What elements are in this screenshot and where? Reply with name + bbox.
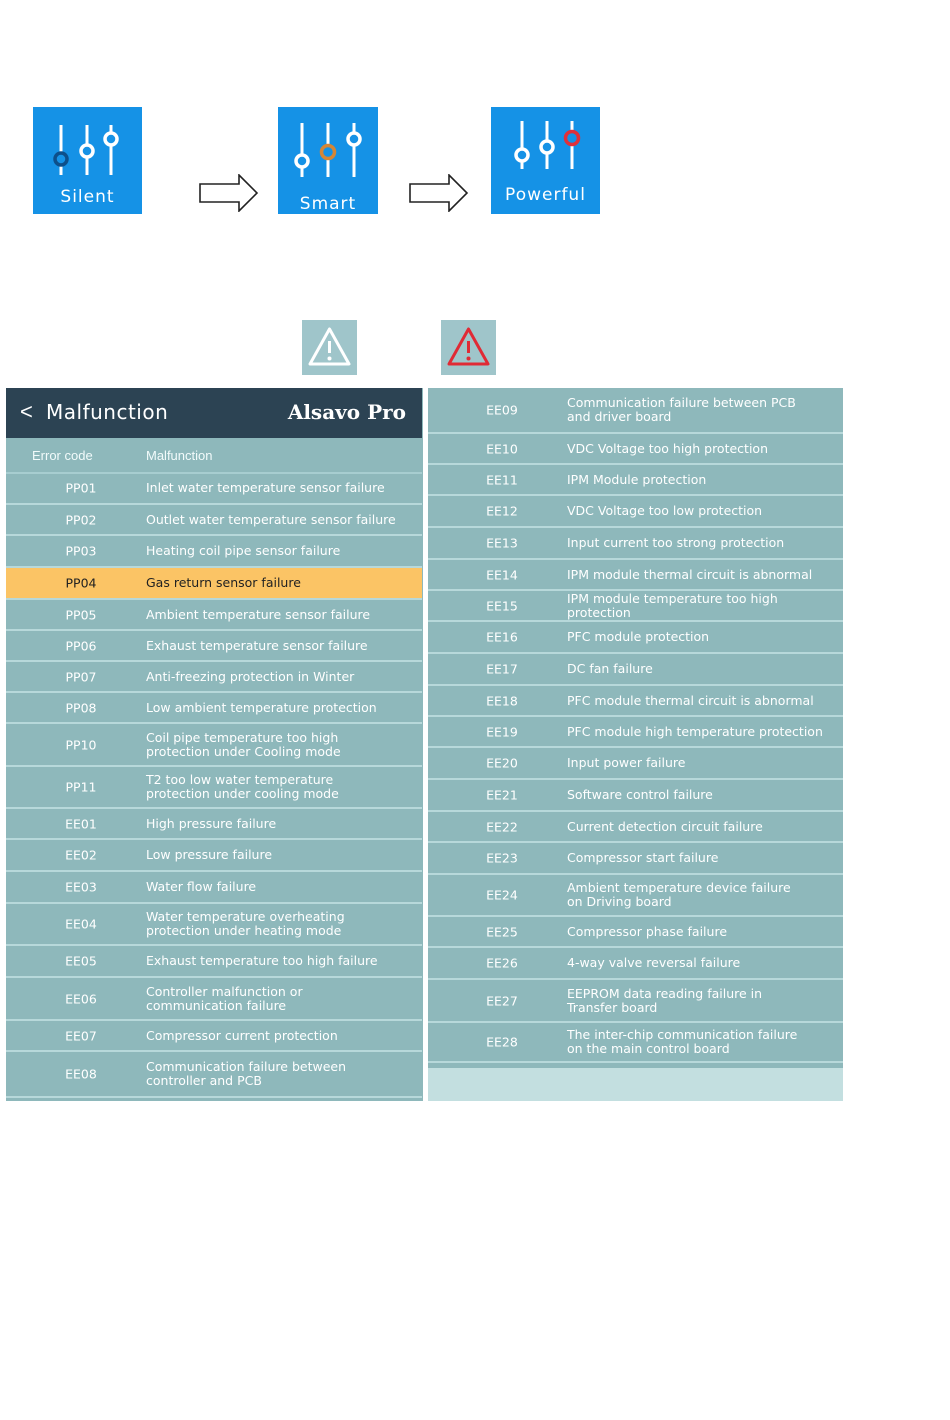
- table-row[interactable]: [6, 946, 422, 978]
- error-code: EE26: [486, 955, 518, 971]
- error-code: EE18: [486, 693, 518, 708]
- error-code: PP11: [65, 779, 97, 795]
- error-code: PP02: [65, 512, 97, 527]
- error-code: EE03: [65, 879, 97, 895]
- malfunction-description: DC fan failure: [567, 661, 653, 676]
- malfunction-description: IPM module temperature too high protection: [567, 590, 778, 620]
- malfunction-description: Low ambient temperature protection: [146, 699, 377, 715]
- error-code: PP01: [65, 480, 97, 496]
- table-row[interactable]: [428, 686, 843, 717]
- error-code: EE13: [486, 535, 518, 551]
- table-row[interactable]: [6, 693, 422, 724]
- table-row[interactable]: [6, 536, 422, 568]
- table-row[interactable]: [6, 978, 422, 1021]
- malfunction-description: VDC Voltage too high protection: [567, 440, 768, 456]
- malfunction-description: IPM module thermal circuit is abnormal: [567, 566, 813, 582]
- error-code: EE15: [486, 598, 518, 613]
- mode-label: Silent: [60, 187, 115, 207]
- error-code: EE06: [65, 991, 97, 1006]
- table-row[interactable]: [6, 505, 422, 536]
- malfunction-description: T2 too low water temperature protection under cooling mode: [146, 772, 339, 801]
- malfunction-description: The inter-chip communication failure on the main control board: [567, 1027, 798, 1056]
- malfunction-description: Input power failure: [567, 755, 686, 770]
- table-row[interactable]: [6, 904, 422, 946]
- column-header: [6, 438, 422, 474]
- table-row[interactable]: [428, 717, 843, 748]
- malfunction-description: Current detection circuit failure: [567, 818, 763, 834]
- malfunction-description: Input current too strong protection: [567, 535, 785, 550]
- error-code: PP03: [65, 543, 97, 559]
- malfunction-table-left: [6, 388, 423, 1101]
- malfunction-description: EEPROM data reading failure in Transfer board: [567, 985, 763, 1015]
- malfunction-description: IPM Module protection: [567, 471, 707, 487]
- table-row[interactable]: [428, 528, 843, 560]
- mode-label: Smart: [299, 194, 357, 214]
- malfunction-description: Communication failure between PCB and driver board: [567, 395, 796, 424]
- malfunction-description: 4-way valve reversal failure: [567, 955, 741, 970]
- error-code: EE16: [486, 629, 518, 645]
- malfunction-description: Compressor phase failure: [567, 923, 728, 939]
- error-code: EE22: [486, 819, 518, 834]
- malfunction-table-right: [428, 388, 843, 1101]
- error-code: EE20: [486, 755, 518, 771]
- malfunction-description: Software control failure: [567, 787, 713, 802]
- malfunction-description: PFC module high temperature protection: [567, 723, 823, 739]
- error-code: EE04: [65, 916, 97, 932]
- table-row[interactable]: [428, 948, 843, 980]
- error-code: EE09: [486, 402, 518, 418]
- error-code: EE24: [486, 887, 518, 903]
- error-code: PP04: [65, 575, 97, 591]
- table-row[interactable]: [428, 434, 843, 465]
- table-row[interactable]: [6, 1052, 422, 1098]
- table-row[interactable]: [428, 388, 843, 434]
- table-row[interactable]: [6, 872, 422, 904]
- table-row[interactable]: [428, 812, 843, 843]
- malfunction-description: Water flow failure: [146, 879, 257, 894]
- back-button[interactable]: <: [20, 399, 33, 424]
- error-code: EE28: [486, 1034, 518, 1050]
- malfunction-description: Anti-freezing protection in Winter: [146, 668, 355, 684]
- table-row[interactable]: [428, 465, 843, 496]
- error-code: EE25: [486, 924, 518, 939]
- table-row[interactable]: [6, 1021, 422, 1052]
- mode-label: Powerful: [505, 185, 586, 205]
- malfunction-description: Outlet water temperature sensor failure: [146, 511, 396, 527]
- error-code: EE10: [486, 441, 518, 456]
- error-code: EE05: [65, 953, 97, 969]
- app-header: [6, 388, 422, 438]
- mode-smart[interactable]: [278, 107, 378, 214]
- error-code: PP10: [65, 737, 97, 752]
- malfunction-description: Ambient temperature device failure on Driving board: [567, 880, 791, 909]
- malfunction-description: Compressor start failure: [567, 850, 719, 865]
- table-row[interactable]: [428, 1023, 843, 1063]
- error-code: EE11: [486, 472, 518, 487]
- malfunction-description: High pressure failure: [146, 815, 277, 831]
- table-row[interactable]: [6, 724, 422, 767]
- error-code: EE02: [65, 847, 97, 863]
- malfunction-description: Exhaust temperature sensor failure: [146, 637, 368, 653]
- malfunction-description: VDC Voltage too low protection: [567, 503, 763, 518]
- table-row[interactable]: [6, 809, 422, 840]
- warning-red-icon: [441, 320, 496, 375]
- arrow-right-icon: [409, 174, 469, 212]
- col-header-desc: Malfunction: [146, 448, 213, 463]
- table-row[interactable]: [428, 654, 843, 686]
- table-row[interactable]: [428, 496, 843, 528]
- error-code: EE08: [65, 1066, 97, 1082]
- table-row[interactable]: [6, 662, 422, 693]
- error-code: EE27: [486, 993, 518, 1008]
- malfunction-description: Ambient temperature sensor failure: [146, 606, 371, 622]
- malfunction-description: Gas return sensor failure: [146, 575, 301, 590]
- table-row[interactable]: [428, 560, 843, 591]
- error-code: PP06: [65, 638, 97, 653]
- table-row[interactable]: [6, 631, 422, 662]
- table-row[interactable]: [6, 473, 422, 505]
- malfunction-description: Coil pipe temperature too high protection under Cooling mode: [146, 729, 341, 759]
- mode-powerful[interactable]: [491, 107, 600, 214]
- table-row[interactable]: [428, 980, 843, 1023]
- malfunction-description: Compressor current protection: [146, 1027, 338, 1043]
- malfunction-description: PFC module protection: [567, 629, 710, 644]
- table-row[interactable]: [428, 591, 843, 622]
- mode-silent[interactable]: [33, 107, 142, 214]
- error-code: PP08: [65, 700, 97, 715]
- error-code: EE14: [486, 567, 518, 582]
- malfunction-description: Exhaust temperature too high failure: [146, 953, 378, 968]
- table-row[interactable]: [428, 622, 843, 654]
- col-header-code: Error code: [32, 448, 93, 463]
- malfunction-description: Water temperature overheating protection under heating mode: [146, 909, 345, 938]
- empty-row: [428, 1068, 843, 1101]
- table-row[interactable]: [6, 600, 422, 631]
- error-code: EE23: [486, 850, 518, 866]
- arrow-right-icon: [199, 174, 259, 212]
- table-row[interactable]: [6, 840, 422, 872]
- table-row[interactable]: [428, 875, 843, 917]
- error-code: EE19: [486, 724, 518, 739]
- malfunction-description: Low pressure failure: [146, 847, 273, 862]
- error-code: EE07: [65, 1028, 97, 1043]
- warning-white-icon: [302, 320, 357, 375]
- table-row[interactable]: [428, 843, 843, 875]
- table-row[interactable]: [428, 917, 843, 948]
- table-row[interactable]: [6, 767, 422, 809]
- error-code: PP05: [65, 607, 97, 622]
- brand-logo: Alsavo Pro: [287, 400, 406, 424]
- error-code: EE21: [486, 787, 518, 803]
- error-code: EE12: [486, 503, 518, 519]
- error-code: EE01: [65, 816, 97, 831]
- malfunction-description: PFC module thermal circuit is abnormal: [567, 692, 814, 708]
- malfunction-description: Inlet water temperature sensor failure: [146, 480, 385, 495]
- malfunction-description: Communication failure between controller and PCB: [146, 1059, 347, 1088]
- error-code: EE17: [486, 661, 518, 677]
- page-title: Malfunction: [46, 400, 169, 424]
- error-code: PP07: [65, 669, 97, 684]
- malfunction-description: Controller malfunction or communication failure: [146, 983, 303, 1013]
- malfunction-description: Heating coil pipe sensor failure: [146, 543, 341, 558]
- table-row[interactable]: [6, 568, 422, 600]
- table-row[interactable]: [428, 780, 843, 812]
- table-row[interactable]: [428, 748, 843, 780]
